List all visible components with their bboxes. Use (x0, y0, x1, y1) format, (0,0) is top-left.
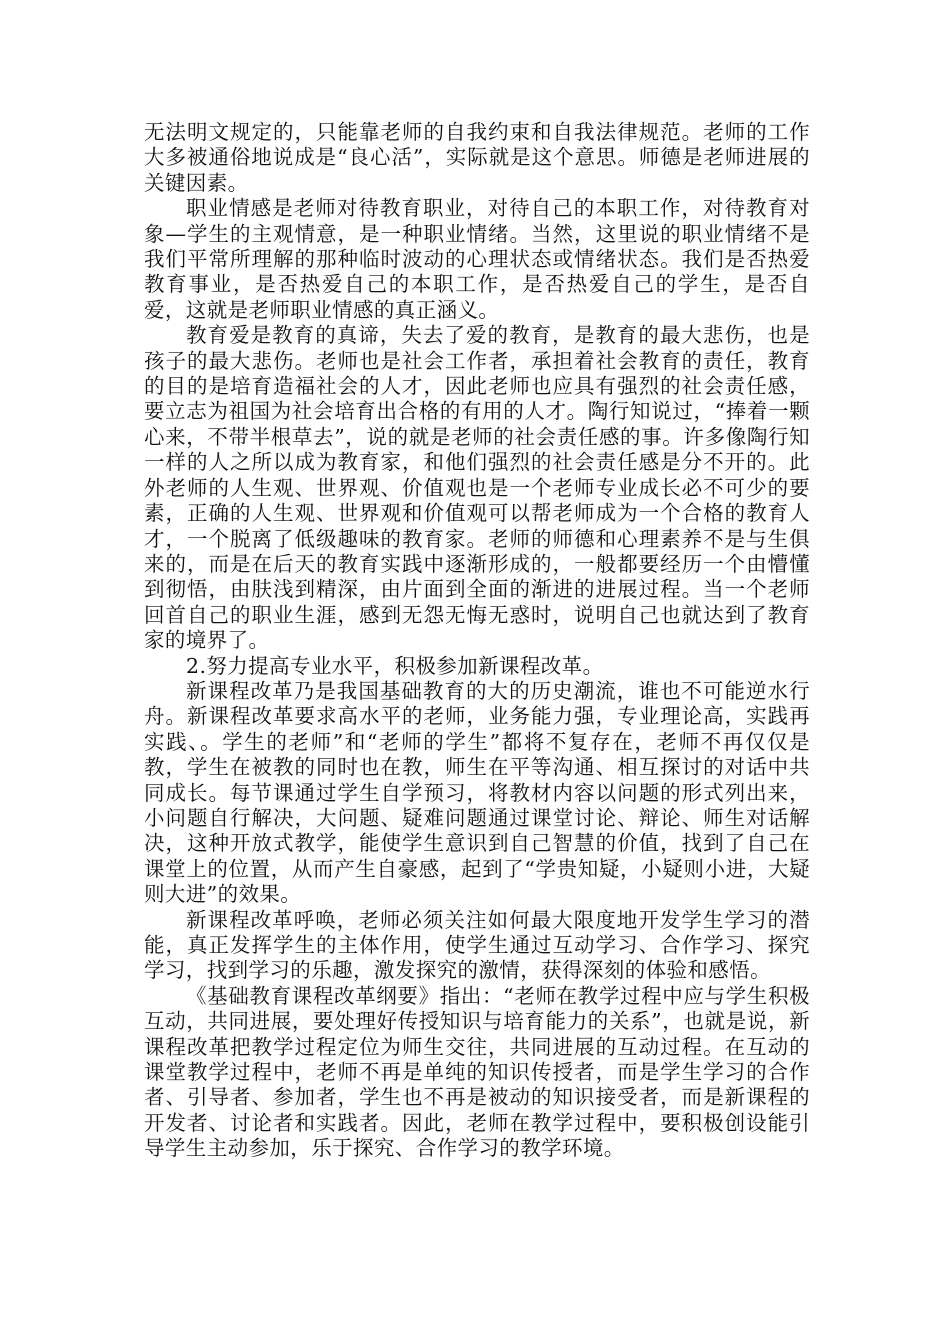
paragraph-professional-emotion: 职业情感是老师对待教育职业，对待自己的本职工作，对待教育对象—学生的主观情意，是一种职业情绪。当然，这里说的职业情绪不是我们平常所理解的那种临时波动的心理状态或情绪状态。我们是否热爱教育事业，是否热爱自己的本职工作，是否热爱自己的学生，是否自爱，这就是老师职业情感的真正涵义。 (144, 196, 810, 322)
section-heading: 2.努力提高专业水平，积极参加新课程改革。 (186, 653, 604, 678)
paragraph-reform-call: 新课程改革呼唤，老师必须关注如何最大限度地开发学生学习的潜能，真正发挥学生的主体作用，使学生通过互动学习、合作学习、探究学习，找到学习的乐趣，激发探究的激情，获得深刻的体验和感悟。 (144, 907, 810, 983)
document-body (144, 120, 810, 1162)
paragraph-education-love: 教育爱是教育的真谛，失去了爱的教育，是教育的最大悲伤，也是孩子的最大悲伤。老师也是社会工作者，承担着社会教育的责任，教育的目的是培育造福社会的人才，因此老师也应具有强烈的社会责任感，要立志为祖国为社会培育出合格的有用的人才。陶行知说过，“捧着一颗心来，不带半根草去”，说的就是老师的社会责任感的事。许多像陶行知一样的人之所以成为教育家，和他们强烈的社会责任感是分不开的。此外老师的人生观、世界观、价值观也是一个老师专业成长必不可少的要素，正确的人生观、世界观和价值观可以帮老师成为一个合格的教育人才，一个脱离了低级趣味的教育家。老师的师德和心理素养不是与生俱来的，而是在后天的教育实践中逐渐形成的，一般都要经历一个由懵懂到彻悟，由肤浅到精深，由片面到全面的渐进的进展过程。当一个老师回首自己的职业生涯，感到无怨无悔无惑时，说明自己也就达到了教育家的境界了。 (144, 323, 810, 653)
paragraph-reform-outline: 《基础教育课程改革纲要》指出：“老师在教学过程中应与学生积极互动，共同进展，要处理好传授知识与培育能力的关系”，也就是说，新课程改革把教学过程定位为师生交往，共同进展的互动过程。在互动的课堂教学过程中，老师不再是单纯的知识传授者，而是学生学习的合作者、引导者、参加者，学生也不再是被动的知识接受者，而是新课程的开发者、讨论者和实践者。因此，老师在教学过程中，要积极创设能引导学生主动参加，乐于探究、合作学习的教学环境。 (144, 983, 810, 1161)
paragraph-continuation: 无法明文规定的，只能靠老师的自我约束和自我法律规范。老师的工作大多被通俗地说成是“良心活”，实际就是这个意思。师德是老师进展的关键因素。 (144, 120, 810, 195)
paragraph-curriculum-reform: 新课程改革乃是我国基础教育的大的历史潮流，谁也不可能逆水行舟。新课程改革要求高水平的老师，业务能力强，专业理论高，实践再实践、。学生的老师”和“老师的学生”都将不复存在，老师不再仅仅是教，学生在被教的同时也在教，师生在平等沟通、相互探讨的对话中共同成长。每节课通过学生自学预习，将教材内容以问题的形式列出来，小问题自行解决，大问题、疑难问题通过课堂讨论、辩论、师生对话解决，这种开放式教学，能使学生意识到自己智慧的价值，找到了自己在课堂上的位置，从而产生自豪感，起到了“学贵知疑，小疑则小进，大疑则大进”的效果。 (144, 678, 810, 907)
